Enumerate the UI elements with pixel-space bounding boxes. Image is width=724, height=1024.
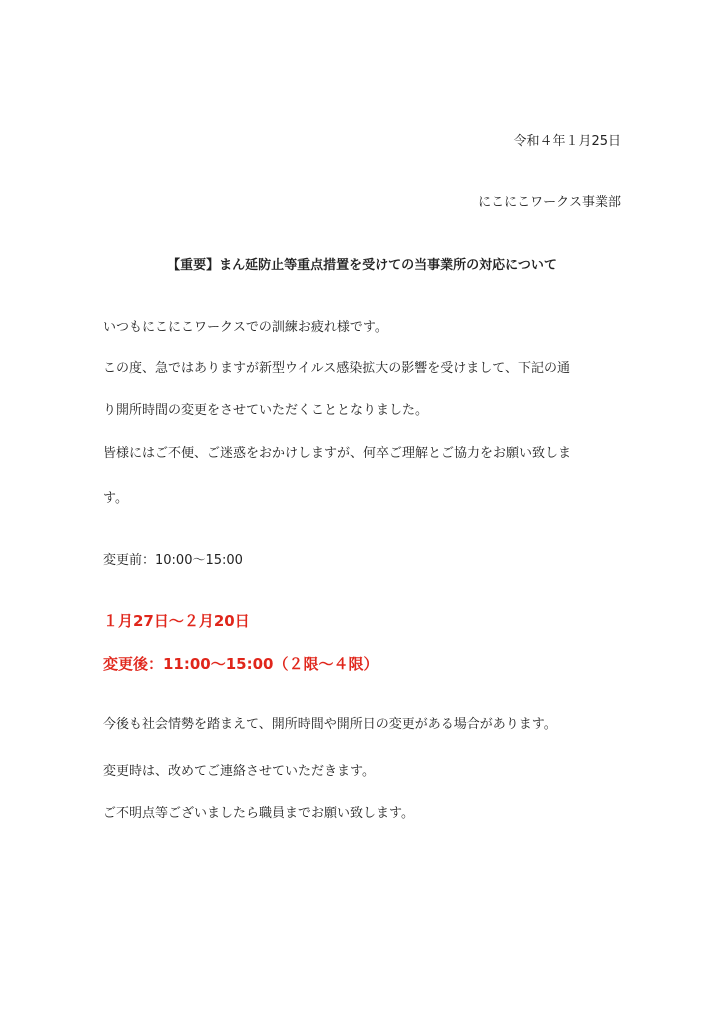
hours-before-change: 変更前：10:00～15:00: [103, 553, 243, 568]
organization-name: にこにこワークス事業部: [478, 195, 621, 210]
closing-line-3: ご不明点等ございましたら職員までお願い致します。: [103, 806, 414, 821]
date: 令和４年１月25日: [513, 134, 621, 149]
notice-title: 【重要】まん延防止等重点措置を受けての当事業所の対応について: [167, 258, 557, 273]
paragraph-2-line-1: 皆様にはご不便、ご迷惑をおかけしますが、何卒ご理解とご協力をお願い致しま: [103, 446, 572, 461]
paragraph-1-line-1: この度、急ではありますが新型ウイルス感染拡大の影響を受けまして、下記の通: [103, 361, 570, 376]
paragraph-2-line-2: す。: [103, 491, 128, 506]
greeting: いつもにこにこワークスでの訓練お疲れ様です。: [103, 320, 388, 335]
closing-line-2: 変更時は、改めてご連絡させていただきます。: [103, 764, 375, 779]
hours-after-change: 変更後：11:00～15:00（２限～４限）: [103, 655, 379, 673]
paragraph-1-line-2: り開所時間の変更をさせていただくこととなりました。: [103, 403, 429, 418]
change-period: １月27日～２月20日: [103, 612, 250, 630]
closing-line-1: 今後も社会情勢を踏まえて、開所時間や開所日の変更がある場合があります。: [103, 717, 557, 732]
